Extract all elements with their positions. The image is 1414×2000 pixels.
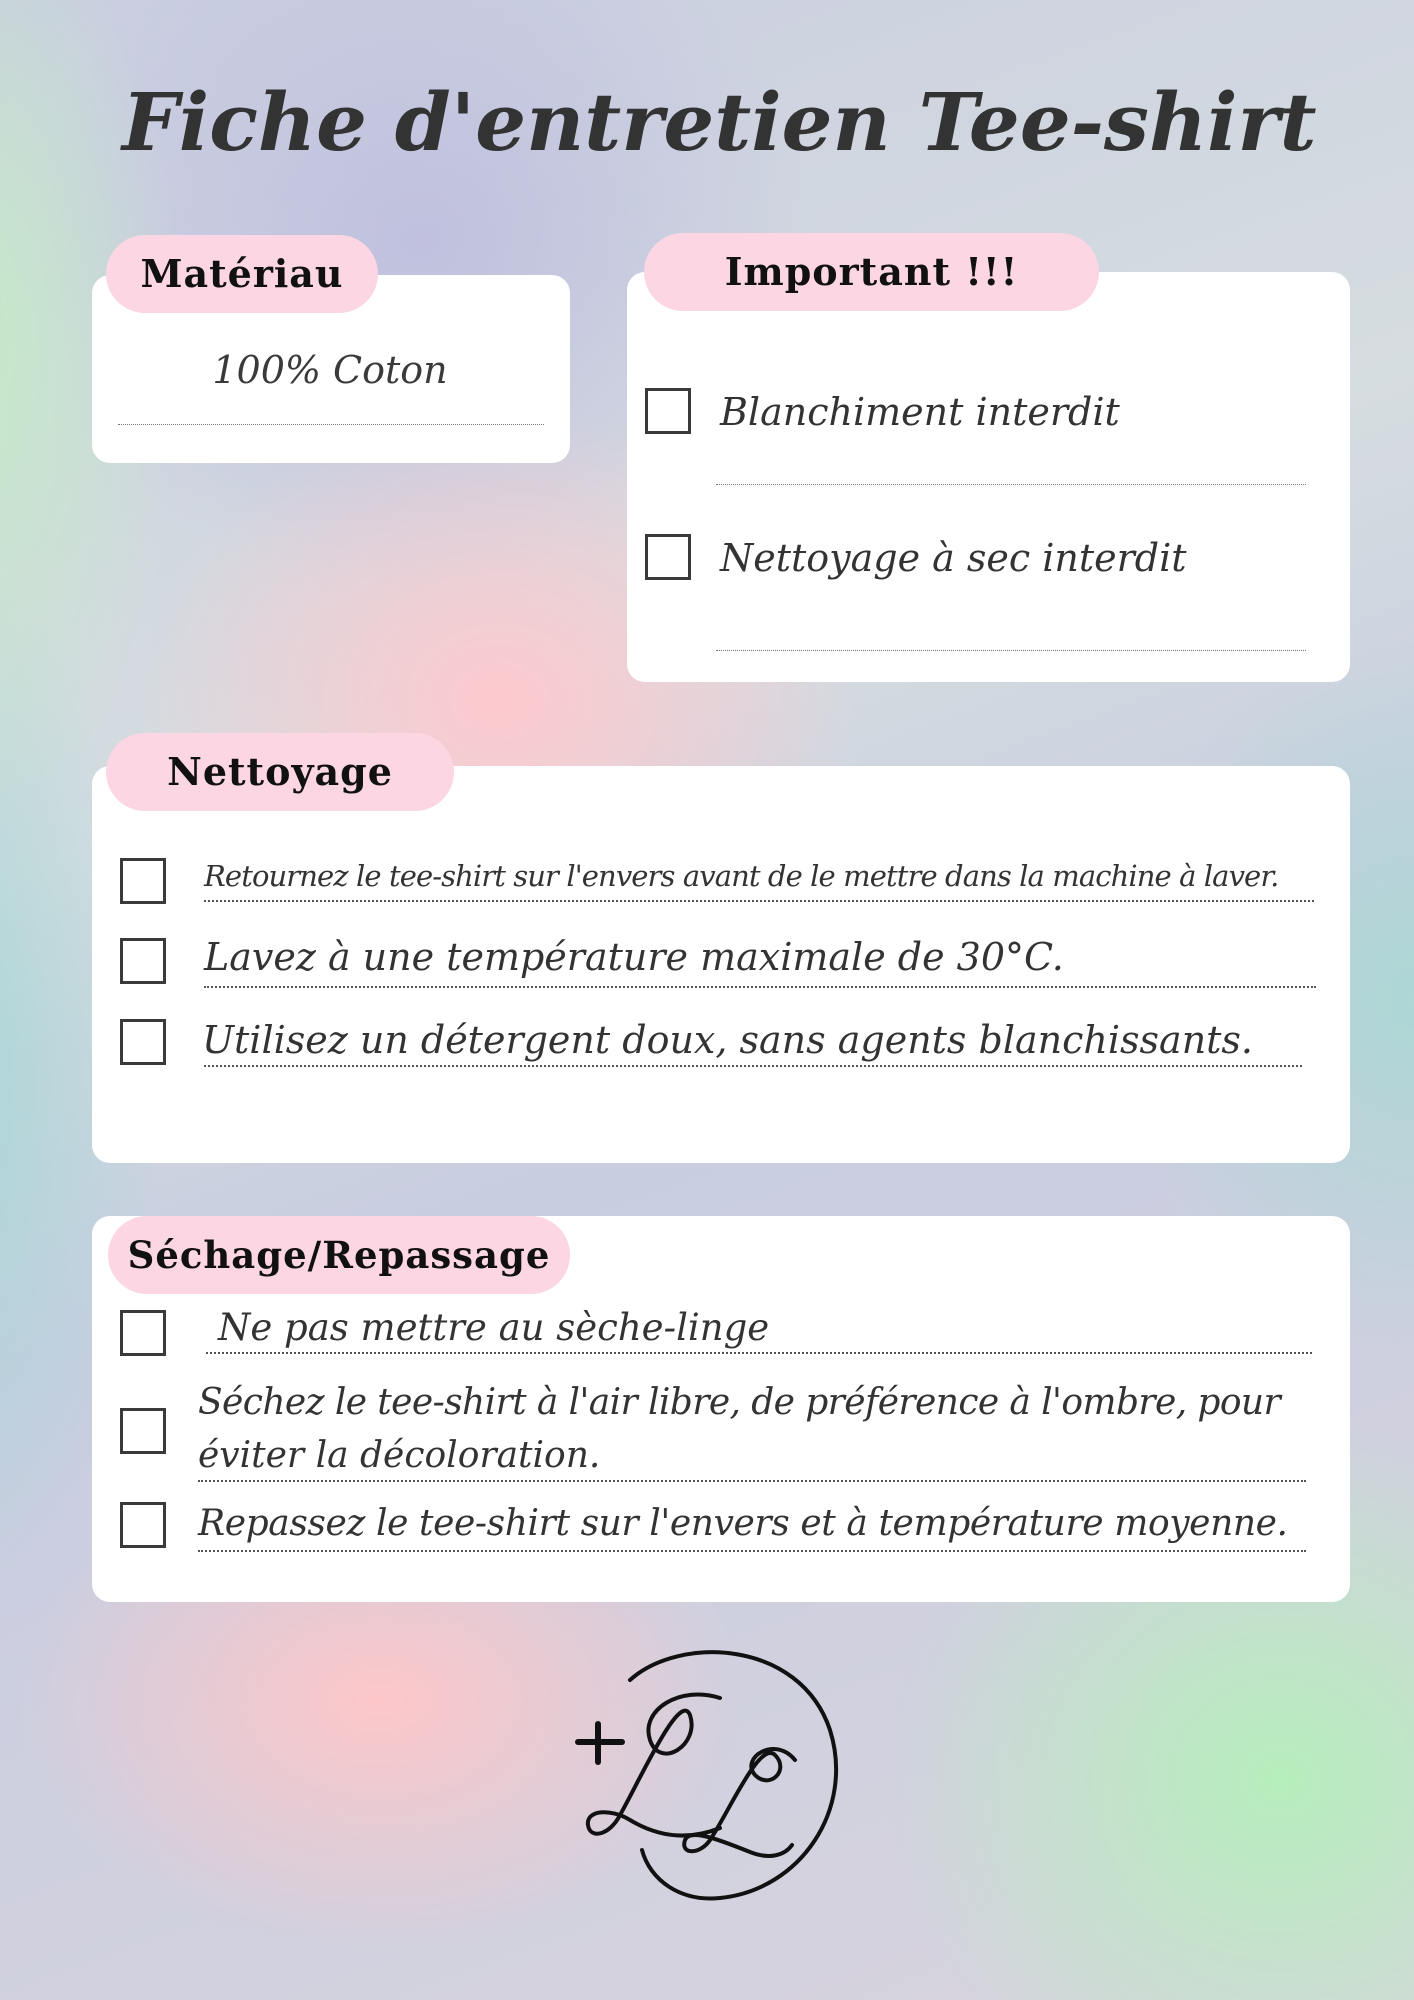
sechage-item-1: Ne pas mettre au sèche-linge <box>218 1306 770 1349</box>
nettoyage-checkbox-3[interactable] <box>120 1019 166 1065</box>
sechage-checkbox-2[interactable] <box>120 1408 166 1454</box>
important-underline-1 <box>716 484 1306 485</box>
sechage-checkbox-3[interactable] <box>120 1502 166 1548</box>
sechage-item-2-line1: Séchez le tee-shirt à l'air libre, de préférence à l'ombre, pour <box>198 1382 1281 1423</box>
important-checkbox-1[interactable] <box>645 388 691 434</box>
important-item-1: Blanchiment interdit <box>720 390 1120 434</box>
nettoyage-item-1: Retournez le tee-shirt sur l'envers avant de le mettre dans la machine à laver. <box>204 859 1279 893</box>
nettoyage-underline-2 <box>204 986 1316 988</box>
important-card <box>627 272 1350 682</box>
important-underline-2 <box>716 650 1306 651</box>
sechage-checkbox-1[interactable] <box>120 1310 166 1356</box>
sechage-underline-3 <box>198 1550 1306 1552</box>
nettoyage-checkbox-1[interactable] <box>120 858 166 904</box>
nettoyage-checkbox-2[interactable] <box>120 938 166 984</box>
sechage-underline-1 <box>206 1352 1312 1354</box>
important-item-2: Nettoyage à sec interdit <box>720 536 1187 580</box>
sechage-item-3: Repassez le tee-shirt sur l'envers et à température moyenne. <box>198 1503 1288 1544</box>
nettoyage-item-2: Lavez à une température maximale de 30°C. <box>204 935 1064 979</box>
nettoyage-underline-1 <box>204 900 1314 902</box>
materiau-underline <box>118 424 544 425</box>
sechage-underline-2 <box>198 1480 1306 1482</box>
page-title: Fiche d'entretien Tee-shirt <box>122 75 1317 169</box>
important-checkbox-2[interactable] <box>645 534 691 580</box>
materiau-label: Matériau <box>106 235 378 313</box>
sechage-label: Séchage/Repassage <box>108 1216 570 1294</box>
monogram-ll-logo-icon <box>570 1640 850 1910</box>
nettoyage-item-3: Utilisez un détergent doux, sans agents blanchissants. <box>202 1018 1254 1062</box>
nettoyage-label: Nettoyage <box>106 733 454 811</box>
sechage-item-2-line2: éviter la décoloration. <box>198 1435 601 1476</box>
nettoyage-underline-3 <box>204 1065 1302 1067</box>
materiau-value: 100% Coton <box>212 348 448 392</box>
important-label: Important !!! <box>644 233 1099 311</box>
